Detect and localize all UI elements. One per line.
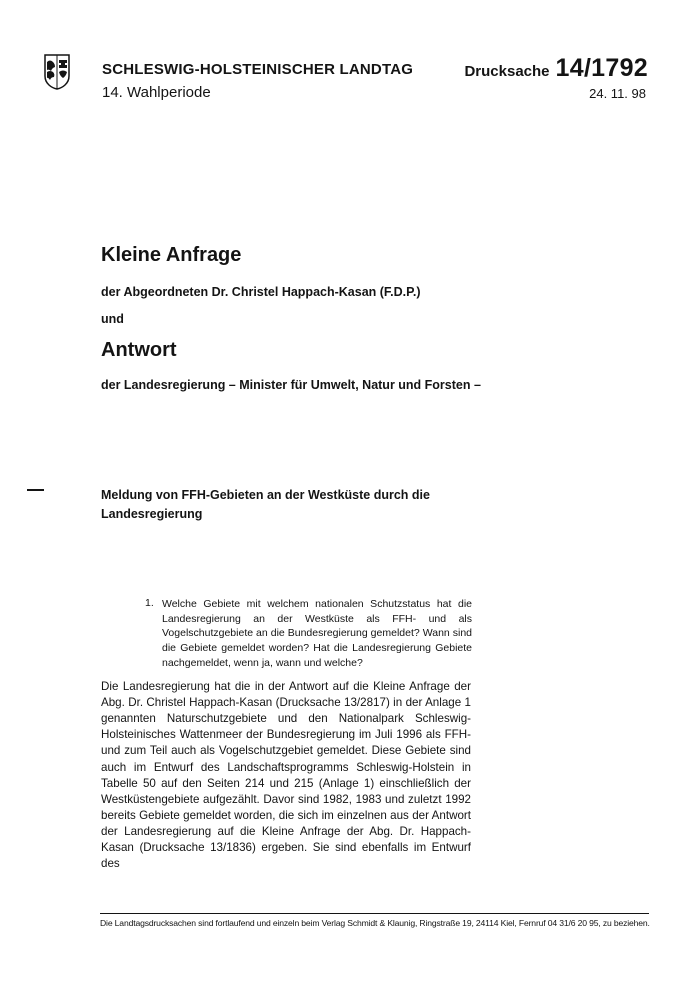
margin-dash xyxy=(27,489,44,491)
legislative-period: 14. Wahlperiode xyxy=(102,84,211,101)
antwort-heading: Antwort xyxy=(101,339,177,361)
drucksache-number: 14/1792 xyxy=(555,54,648,82)
subject-heading: Meldung von FFH-Gebieten an der Westküste durch die Landesregierung xyxy=(101,488,430,522)
document-date: 24. 11. 98 xyxy=(589,86,646,101)
drucksache-label: Drucksache xyxy=(464,63,550,80)
footer-text: Die Landtagsdrucksachen sind fortlaufend und einzeln beim Verlag Schmidt & Klaunig, Ringstraße 19, 24114 Kiel, Fernruf 04 31/6 20 95, zu beziehen. xyxy=(100,918,650,928)
question-text: Welche Gebiete mit welchem nationalen Schutzstatus hat die Landesregierung an der Westküste als FFH- und als Vogelschutzgebiete an die Bundesregierung gemeldet? Wann sind die Gebiete gemeldet worden? Hat die Landesregierung Gebiete nachgemeldet, wenn ja, wann und welche? xyxy=(162,598,472,669)
footer-divider xyxy=(100,913,649,914)
and-word: und xyxy=(101,312,124,326)
government-line: der Landesregierung – Minister für Umwelt, Natur und Forsten – xyxy=(101,378,481,392)
coat-of-arms-icon xyxy=(44,54,70,90)
member-line: der Abgeordneten Dr. Christel Happach-Kasan (F.D.P.) xyxy=(101,285,421,299)
answer-paragraph: Die Landesregierung hat die in der Antwort auf die Kleine Anfrage der Abg. Dr. Christel Happach-Kasan (Drucksache 13/2817) in der Anlage 1 genannten Naturschutzgebiete und den Nationalpark Schleswig-Holsteinisches Wattenmeer der Bundesregierung im Juli 1996 als FFH- und zum Teil auch als Vogelschutzgebiet gemeldet. Diese Gebiete sind auch im Entwurf des Landschaftsprogramms Schleswig-Holstein in Tabelle 50 auf den Seiten 214 und 215 (Anlage 1) einschließlich der Westküstengebiete aufgezählt. Davor sind 1982, 1983 und zuletzt 1992 bereits Gebiete gemeldet worden, die sich im einzelnen aus der Antwort der Landesregierung auf die Kleine Anfrage der Abg. Dr. Happach-Kasan (Drucksache 13/1836) ergeben. Sie sind ebenfalls im Entwurf des xyxy=(101,680,471,871)
drucksache-block xyxy=(464,54,648,83)
question-number: 1. xyxy=(145,597,154,609)
parliament-name: SCHLESWIG-HOLSTEINISCHER LANDTAG xyxy=(102,61,414,78)
kleine-anfrage-heading: Kleine Anfrage xyxy=(101,244,242,266)
